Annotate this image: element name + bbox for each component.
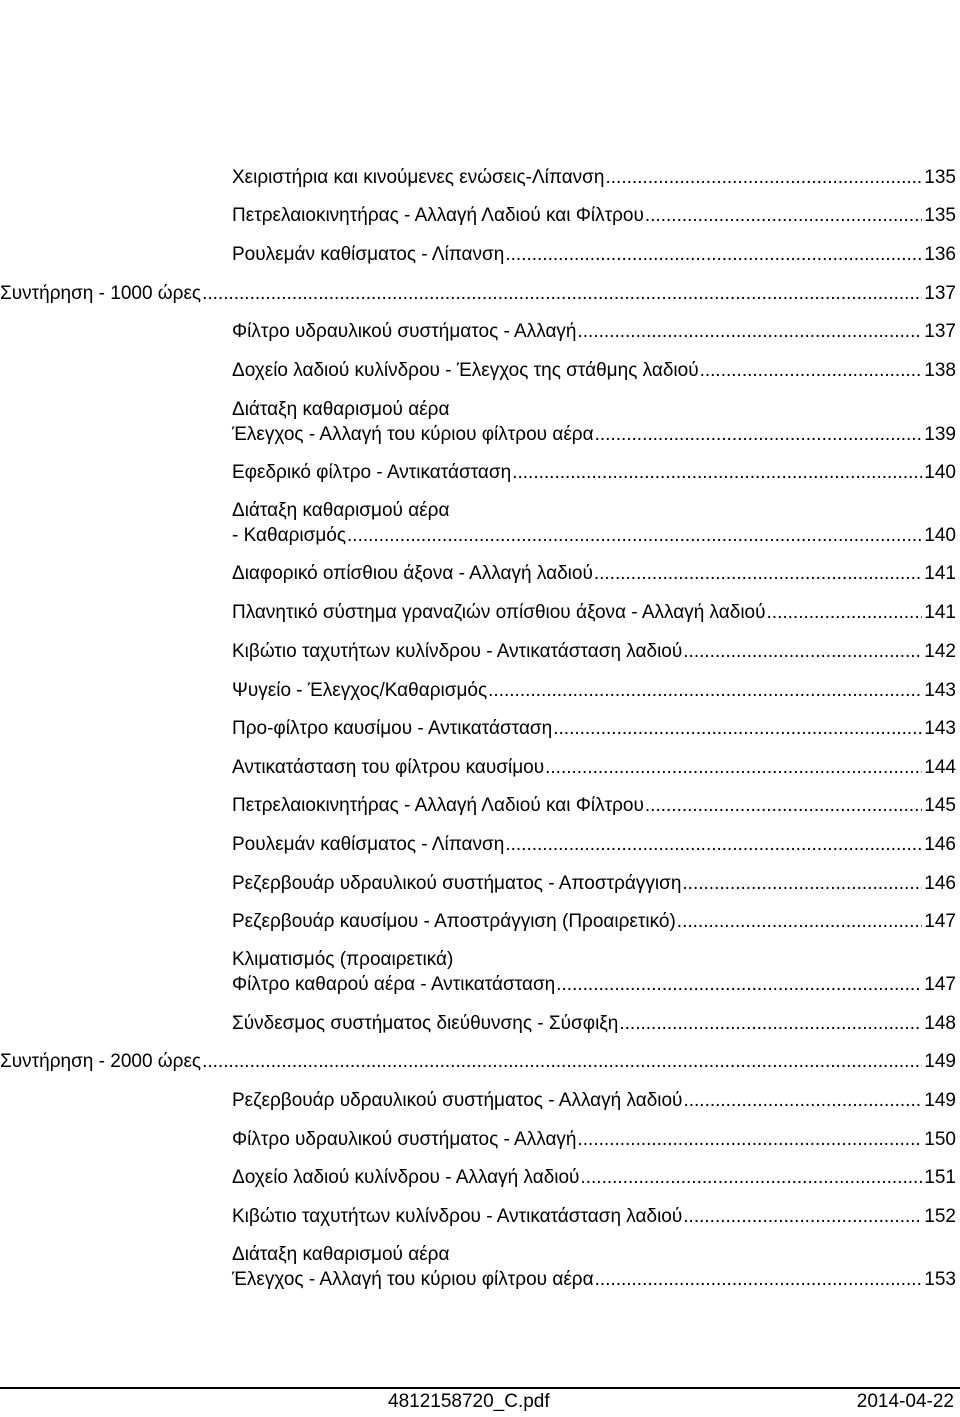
toc-entry[interactable] [232,563,956,585]
toc-entry-page: 139 [924,424,956,445]
toc-entry-title: Πετρελαιοκινητήρας - Αλλαγή Λαδιού και Φίλτρου [232,795,644,816]
toc-entry-page: 147 [924,974,956,995]
toc-entry-page: 152 [924,1206,956,1227]
toc-entry-title: Φίλτρο καθαρού αέρα - Αντικατάσταση [232,974,556,995]
toc-entry[interactable] [232,1013,956,1035]
toc-entry-title: Φίλτρο υδραυλικού συστήματος - Αλλαγή [232,1129,577,1150]
dot-leader [505,834,922,856]
toc-entry-page: 138 [924,360,956,381]
dot-leader [683,1090,922,1112]
toc-entry-title: Αντικατάσταση του φίλτρου καυσίμου [232,757,545,778]
toc-entry[interactable] [232,321,956,343]
dot-leader [683,1206,922,1228]
dot-leader [594,563,922,585]
toc-entry[interactable] [232,462,956,484]
dot-leader [645,795,922,817]
toc-entry-page: 145 [924,795,956,816]
toc-entry[interactable] [232,244,956,266]
dot-leader [347,525,922,547]
dot-leader [767,602,923,624]
toc-entry-title: Χειριστήρια και κινούμενες ενώσεις-Λίπανση [232,167,605,188]
toc-entry-title: Ψυγείο - Έλεγχος/Καθαρισμός [232,680,488,701]
footer-filename: 4812158720_C.pdf [388,1391,550,1412]
dot-leader [682,873,922,895]
toc-entry-title: Κιβώτιο ταχυτήτων κυλίνδρου - Αντικατάσταση λαδιού [232,641,683,662]
dot-leader [512,462,922,484]
toc-entry-page: 143 [924,680,956,701]
dot-leader [580,1167,922,1189]
toc-entry-page: 142 [924,641,956,662]
dot-leader [677,911,923,933]
toc-entry-page: 148 [924,1013,956,1034]
toc-entry-page: 141 [924,602,956,623]
toc-entry-title: Ρουλεμάν καθίσματος - Λίπανση [232,834,505,855]
toc-entry[interactable] [232,974,956,996]
toc-entry[interactable] [232,424,956,446]
toc-entry-title: Ρεζερβουάρ υδραυλικού συστήματος - Αποστράγγιση [232,873,682,894]
toc-entry-page: 151 [924,1167,956,1188]
dot-leader [595,424,923,446]
footer-date: 2014-04-22 [856,1391,954,1412]
toc-entry[interactable] [232,602,956,624]
toc-entry-title: Δοχείο λαδιού κυλίνδρου - Έλεγχος της στάθμης λαδιού [232,360,699,381]
toc-entry-title: Πλανητικό σύστημα γραναζιών οπίσθιου άξονα - Αλλαγή λαδιού [232,602,766,623]
toc-entry-title: Προ-φίλτρο καυσίμου - Αντικατάσταση [232,718,553,739]
toc-entry-page: 140 [924,525,956,546]
toc-entry-page: 140 [924,462,956,483]
toc-entry-title: Ρεζερβουάρ υδραυλικού συστήματος - Αλλαγή λαδιού [232,1090,683,1111]
toc-entry-title: Διαφορικό οπίσθιου άξονα - Αλλαγή λαδιού [232,563,593,584]
toc-entry-page: 144 [924,757,956,778]
toc-entry[interactable] [232,757,956,779]
dot-leader [488,680,922,702]
dot-leader [683,641,922,663]
toc-entry-page: 149 [924,1051,956,1072]
dot-leader [645,205,922,227]
toc-entry-page: 141 [924,563,956,584]
dot-leader [556,974,922,996]
toc-entry[interactable] [232,641,956,663]
toc-entry-title: Ρεζερβουάρ καυσίμου - Αποστράγγιση (Προαιρετικό) [232,911,676,932]
toc-entry-title: Συντήρηση - 2000 ώρες [0,1051,202,1072]
toc-entry-prefix: Διάταξη καθαρισμού αέρα [232,500,450,521]
toc-entry-title: Δοχείο λαδιού κυλίνδρου - Αλλαγή λαδιού [232,1167,580,1188]
toc-entry-page: 135 [924,205,956,226]
toc-entry[interactable] [232,795,956,817]
toc-entry[interactable] [232,1269,956,1291]
toc-entry-page: 137 [924,321,956,342]
dot-leader [553,718,922,740]
toc-entry[interactable] [232,834,956,856]
toc-entry-page: 153 [924,1269,956,1290]
toc-entry[interactable] [232,167,956,189]
toc-entry[interactable] [232,873,956,895]
dot-leader [505,244,922,266]
toc-entry[interactable] [232,718,956,740]
footer-divider [0,1387,960,1389]
dot-leader [578,1129,923,1151]
toc-entry-page: 136 [924,244,956,265]
toc-entry[interactable] [232,205,956,227]
dot-leader [202,283,922,305]
toc-entry-title: Πετρελαιοκινητήρας - Αλλαγή Λαδιού και Φίλτρου [232,205,644,226]
toc-entry-page: 146 [924,834,956,855]
toc-entry-title: Κιβώτιο ταχυτήτων κυλίνδρου - Αντικατάσταση λαδιού [232,1206,683,1227]
toc-entry-title: Ρουλεμάν καθίσματος - Λίπανση [232,244,505,265]
dot-leader [202,1051,922,1073]
toc-entry-page: 146 [924,873,956,894]
dot-leader [605,167,922,189]
toc-entry-page: 135 [924,167,956,188]
dot-leader [619,1013,922,1035]
toc-entry-page: 143 [924,718,956,739]
dot-leader [595,1269,923,1291]
toc-entry-prefix: Διάταξη καθαρισμού αέρα [232,399,450,420]
toc-section-entry[interactable] [0,1051,956,1073]
dot-leader [545,757,922,779]
toc-entry-page: 147 [924,911,956,932]
toc-entry[interactable] [232,911,956,933]
toc-entry-title: Συντήρηση - 1000 ώρες [0,283,202,304]
toc-entry-title: Εφεδρικό φίλτρο - Αντικατάσταση [232,462,512,483]
toc-section-entry[interactable] [0,283,956,305]
toc-entry-page: 150 [924,1129,956,1150]
toc-entry-title: Έλεγχος - Αλλαγή του κύριου φίλτρου αέρα [232,424,594,445]
dot-leader [578,321,923,343]
toc-entry-title: - Καθαρισμός [232,525,347,546]
toc-entry-title: Φίλτρο υδραυλικού συστήματος - Αλλαγή [232,321,577,342]
toc-entry[interactable] [232,680,956,702]
toc-entry[interactable] [232,1090,956,1112]
toc-entry[interactable] [232,1129,956,1151]
toc-entry-prefix: Κλιματισμός (προαιρετικά) [232,949,454,970]
toc-entry[interactable] [232,360,956,382]
toc-entry-page: 137 [924,283,956,304]
toc-entry[interactable] [232,525,956,547]
toc-entry-page: 149 [924,1090,956,1111]
toc-entry[interactable] [232,1206,956,1228]
toc-entry-prefix: Διάταξη καθαρισμού αέρα [232,1244,450,1265]
toc-entry[interactable] [232,1167,956,1189]
toc-entry-title: Έλεγχος - Αλλαγή του κύριου φίλτρου αέρα [232,1269,594,1290]
toc-entry-title: Σύνδεσμος συστήματος διεύθυνσης - Σύσφιξη [232,1013,619,1034]
dot-leader [700,360,923,382]
